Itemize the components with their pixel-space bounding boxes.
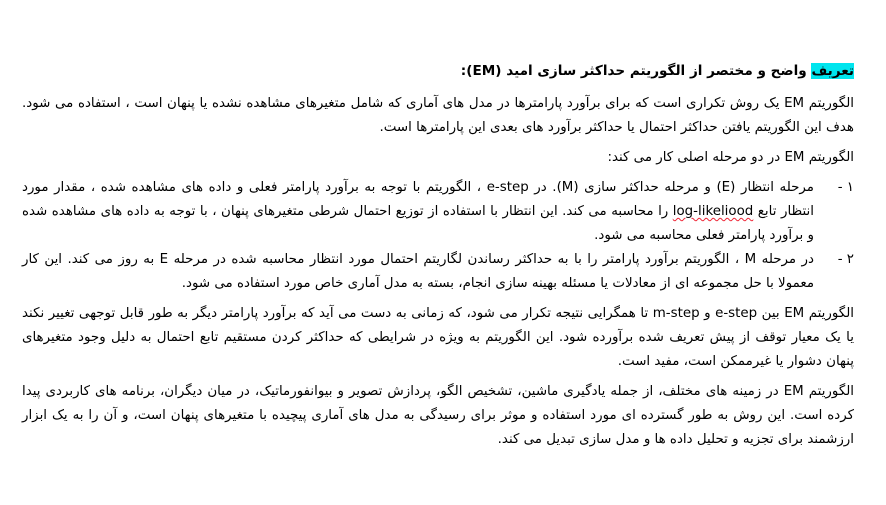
intro-paragraph: الگوریتم EM یک روش تکراری است که برای برآورد پارامترها در مدل های آماری که شامل متغیرهای مشاهده نشده یا پنهان است ، استفاده می شود. هدف این الگوریتم یافتن حداکثر احتمال یا حداکثر برآورد های بعدی این پارامترها است.	[22, 96, 854, 135]
document-body[interactable]	[22, 60, 854, 458]
applications-paragraph: الگوریتم EM در زمینه های مختلف، از جمله یادگیری ماشین، تشخیص الگو، پردازش تصویر و بیوانفورماتیک، در میان دیگران، برنامه های کاربردی پیدا کرده است. این روش به طور گسترده ای مورد استفاده و موثر برای رسیدگی به مدل های آماری پیچیده با متغیرهای پنهان است، و آن را به یک ابزار ارزشمند برای تجزیه و تحلیل داده ها و مدل سازی تبدیل می کند.	[22, 384, 855, 447]
list-item-text-part: در مرحله M ، الگوریتم برآورد پارامتر را با به حداکثر رساندن لگاریتم احتمال مورد انتظار محاسبه شده در مرحله E به روز می کند. این کار معمولا با حل مجموعه ای از معادلات یا مسئله بهینه سازی انجام، بسته به مدل آماری خاص مورد استفاده می شود.	[22, 252, 814, 291]
numbered-list	[22, 176, 854, 296]
highlighted-word: تعریف	[811, 63, 854, 79]
list-item	[22, 248, 854, 296]
spellcheck-flagged-word[interactable]: log-likeliood	[672, 204, 754, 219]
list-item-text	[22, 248, 814, 296]
list-number: ۲ -	[837, 252, 854, 267]
list-item-text-part: مرحله انتظار (E) و مرحله حداکثر سازی (M). در e-step ، الگوریتم با توجه به برآورد پارامتر فعلی و داده های مشاهده شده ، مقدار مورد انتظار تابع	[22, 180, 814, 219]
list-item-text	[22, 176, 814, 248]
document-heading	[22, 60, 854, 82]
convergence-paragraph: الگوریتم EM بین e-step و m-step تا همگرایی نتیجه تکرار می شود، که زمانی به دست می آید که برآورد پارامتر دیگر به طور قابل توجهی تغییر نکند یا یک معیار توقف از پیش تعریف شده برآورده شود. این الگوریتم به ویژه در شرایطی که حداکثر کردن مستقیم تابع احتمال به دلیل وجود متغیرهای پنهان دشوار یا غیرممکن است، مفید است.	[22, 306, 854, 369]
heading-text: واضح و مختصر از الگوریتم حداکثر سازی امید (EM):	[460, 63, 812, 79]
steps-intro-paragraph: الگوریتم EM در دو مرحله اصلی کار می کند:	[607, 150, 854, 165]
list-item-text-part: را محاسبه می کند. این انتظار با استفاده از توزیع احتمال شرطی متغیرهای پنهان ، با توجه به داده های مشاهده شده و برآورد پارامتر فعلی محاسبه می شود.	[22, 204, 814, 243]
list-number: ۱ -	[837, 180, 854, 195]
list-item	[22, 176, 854, 248]
